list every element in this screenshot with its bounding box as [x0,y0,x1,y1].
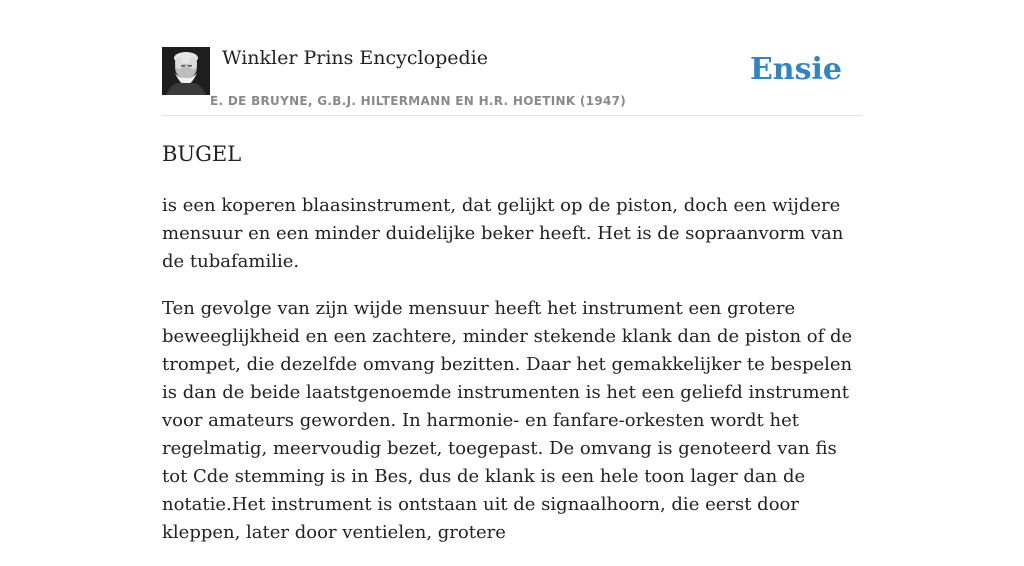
source-header [162,45,862,116]
ensie-logo[interactable]: Ensie [749,52,842,87]
author-avatar[interactable] [162,47,210,95]
article-paragraph: Ten gevolge van zijn wijde mensuur heeft het instrument een grotere beweeglijkheid en een zachtere, minder stekende klank dan de piston of de trompet, die dezelfde omvang bezitten. Daar het gemakkelijker te bespelen is dan de beide laatstgenoemde instrumenten is het een geliefd instrument voor amateurs geworden. In harmonie- en fanfare-orkesten wordt het regelmatig, meervoudig bezet, toegepast. De omvang is genoteerd van fis tot Cde stemming is in Bes, dus de klank is een hele toon lager dan de notatie.Het instrument is ontstaan uit de signaalhoorn, die eerst door kleppen, later door ventielen, grotere [162,298,853,543]
article-paragraph: is een koperen blaasinstrument, dat gelijkt op de piston, doch een wijdere mensuur en een minder duidelijke beker heeft. Het is de sopraanvorm van de tubafamilie. [162,195,844,272]
article-body [162,192,862,566]
article-term: BUGEL [162,142,242,166]
source-title[interactable]: Winkler Prins Encyclopedie [222,47,488,69]
source-authors: E. DE BRUYNE, G.B.J. HILTERMANN EN H.R. HOETINK (1947) [210,94,627,108]
portrait-image [162,47,210,95]
